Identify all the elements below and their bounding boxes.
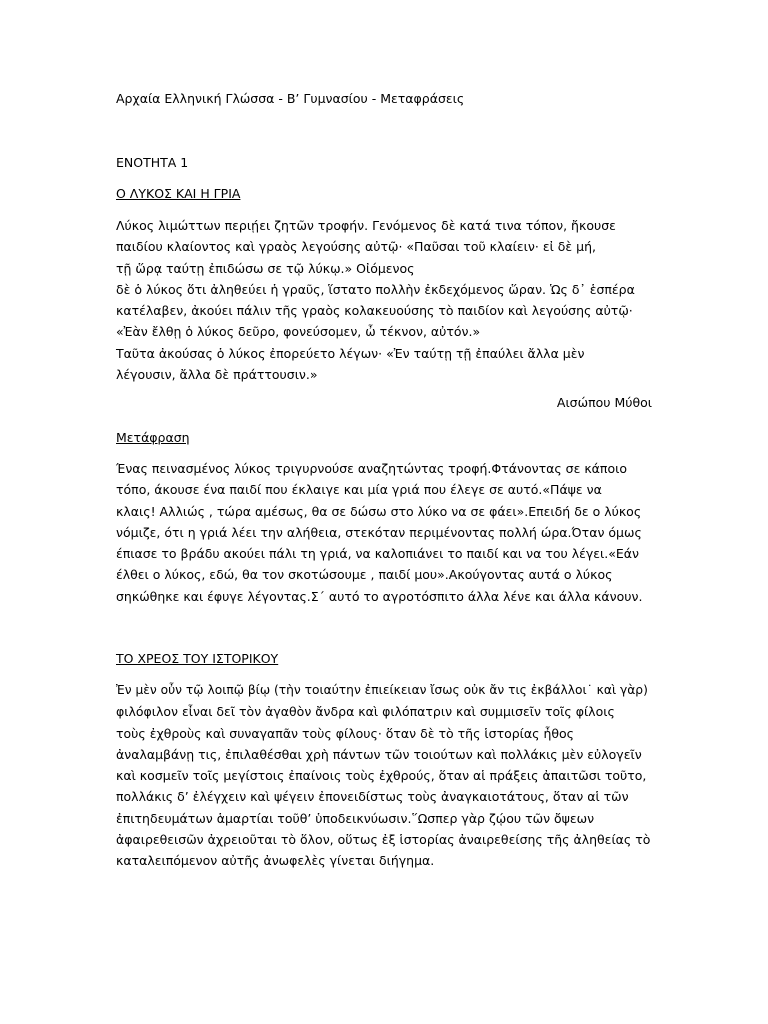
document-title: Αρχαία Ελληνική Γλώσσα - Β’ Γυμνασίου - Μεταφράσεις xyxy=(116,91,465,106)
text-line: Ταῦτα ἀκούσας ὁ λύκος ἐπορεύετο λέγων· «Ἐν ταύτῃ τῇ ἐπαύλει ἄλλα μὲν xyxy=(116,345,585,361)
text-line: τῇ ὥρᾳ ταύτῃ ἐπιδώσω σε τῷ λύκῳ.» Οἰόμενος xyxy=(116,260,415,276)
section1-original-text xyxy=(116,215,656,385)
text-line: φιλόφιλον εἶναι δεῖ τὸν ἀγαθὸν ἄνδρα καὶ φιλόπατριν καὶ συμμισεῖν τοῖς φίλοις xyxy=(116,704,615,720)
section2-original-text xyxy=(116,680,656,872)
text-line: παιδίου κλαίοντος καὶ γραὸς λεγούσης αὐτῷ· «Παῦσαι τοῦ κλαίειν· εἰ δὲ μή, xyxy=(116,239,597,255)
text-line: λέγουσιν, ἄλλα δὲ πράττουσιν.» xyxy=(116,367,318,383)
text-line: Λύκος λιμώττων περιῄει ζητῶν τροφήν. Γενόμενος δὲ κατά τινα τόπον, ἤκουσε xyxy=(116,218,616,233)
text-line: ἐπιτηδευμάτων ἁμαρτίαι τοῦθ’ ὑποδεικνύωσιν.῞Ωσπερ γὰρ ζῴου τῶν ὄψεων xyxy=(116,810,595,826)
text-line: δὲ ὁ λύκος ὅτι ἀληθεύει ἡ γραῦς, ἵστατο πολλὴν ἐκδεχόμενος ὥραν. Ὡς δ᾽ ἑσπέρα xyxy=(116,281,635,297)
text-line: Ἐν μὲν οὖν τῷ λοιπῷ βίῳ (τὴν τοιαύτην ἐπιείκειαν ἴσως οὐκ ἄν τις ἐκβάλλοι˙ καὶ γὰρ) xyxy=(116,683,648,697)
text-line: «Ἐὰν ἔλθῃ ὁ λύκος δεῦρο, φονεύσομεν, ὦ τέκνον, αὐτόν.» xyxy=(116,324,481,340)
text-line: κλαις! Αλλιώς , τώρα αμέσως, θα σε δώσω στο λύκο να σε φάει».Επειδή δε ο λύκος xyxy=(116,503,642,519)
translation-text xyxy=(116,458,656,607)
text-line: καὶ κοσμεῖν τοῖς μεγίστοις ἐπαίνοις τοὺς ἐχθρούς, ὅταν αἱ πράξεις ἀπαιτῶσι τοῦτο, xyxy=(116,768,647,784)
text-line: ἀφαιρεθεισῶν ἀχρειοῦται τὸ ὅλον, οὕτως ἐξ ἱστορίας ἀναιρεθείσης τῆς ἀληθείας τὸ xyxy=(116,832,651,848)
text-line: καταλειπόμενον αὐτῆς ἀνωφελὲς γίνεται διήγημα. xyxy=(116,853,435,869)
section2-heading: ΤΟ ΧΡΕΟΣ ΤΟΥ ΙΣΤΟΡΙΚΟΥ xyxy=(116,651,279,666)
section1-heading: Ο ΛΥΚΟΣ ΚΑΙ Η ΓΡΙΑ xyxy=(116,186,241,201)
text-line: τόπο, άκουσε ένα παιδί που έκλαιγε και μία γριά που έλεγε σε αυτό.«Πάψε να xyxy=(116,482,602,498)
unit-label: ΕΝΟΤΗΤΑ 1 xyxy=(116,155,189,170)
text-line: Ένας πεινασμένος λύκος τριγυρνούσε αναζητώντας τροφή.Φτάνοντας σε κάποιο xyxy=(116,461,627,476)
attribution: Αισώπου Μύθοι xyxy=(556,395,652,410)
text-line: τοὺς ἐχθροὺς καὶ συναγαπᾶν τοὺς φίλους· ὅταν δὲ τὸ τῆς ἱστορίας ἦθος xyxy=(116,725,575,741)
text-line: ἀναλαμβάνῃ τις, ἐπιλαθέσθαι χρὴ πάντων τῶν τοιούτων καὶ πολλάκις μὲν εὐλογεῖν xyxy=(116,746,642,762)
text-line: έλθει ο λύκος, εδώ, θα τον σκοτώσουμε , παιδί μου».Ακούγοντας αυτά ο λύκος xyxy=(116,567,613,583)
text-line: νόμιζε, ότι η γριά λέει την αλήθεια, στεκόταν περιμένοντας πολλή ώρα.Όταν όμως xyxy=(116,524,642,540)
text-line: έπιασε το βράδυ ακούει πάλι τη γριά, να καλοπιάνει το παιδί και να του λέγει.«Εάν xyxy=(116,546,639,562)
text-line: κατέλαβεν, ἀκούει πάλιν τῆς γραὸς κολακευούσης τὸ παιδίον καὶ λεγούσης αὐτῷ· xyxy=(116,303,633,319)
text-line: πολλάκις δ’ ἐλέγχειν καὶ ψέγειν ἐπονειδίστως τοὺς ἀναγκαιοτάτους, ὅταν αἱ τῶν xyxy=(116,789,629,805)
text-line: σηκώθηκε και έφυγε λέγοντας.Σ΄ αυτό το αγροτόσπιτο άλλα λένε και άλλα κάνουν. xyxy=(116,588,643,604)
translation-heading: Μετάφραση xyxy=(116,430,190,445)
